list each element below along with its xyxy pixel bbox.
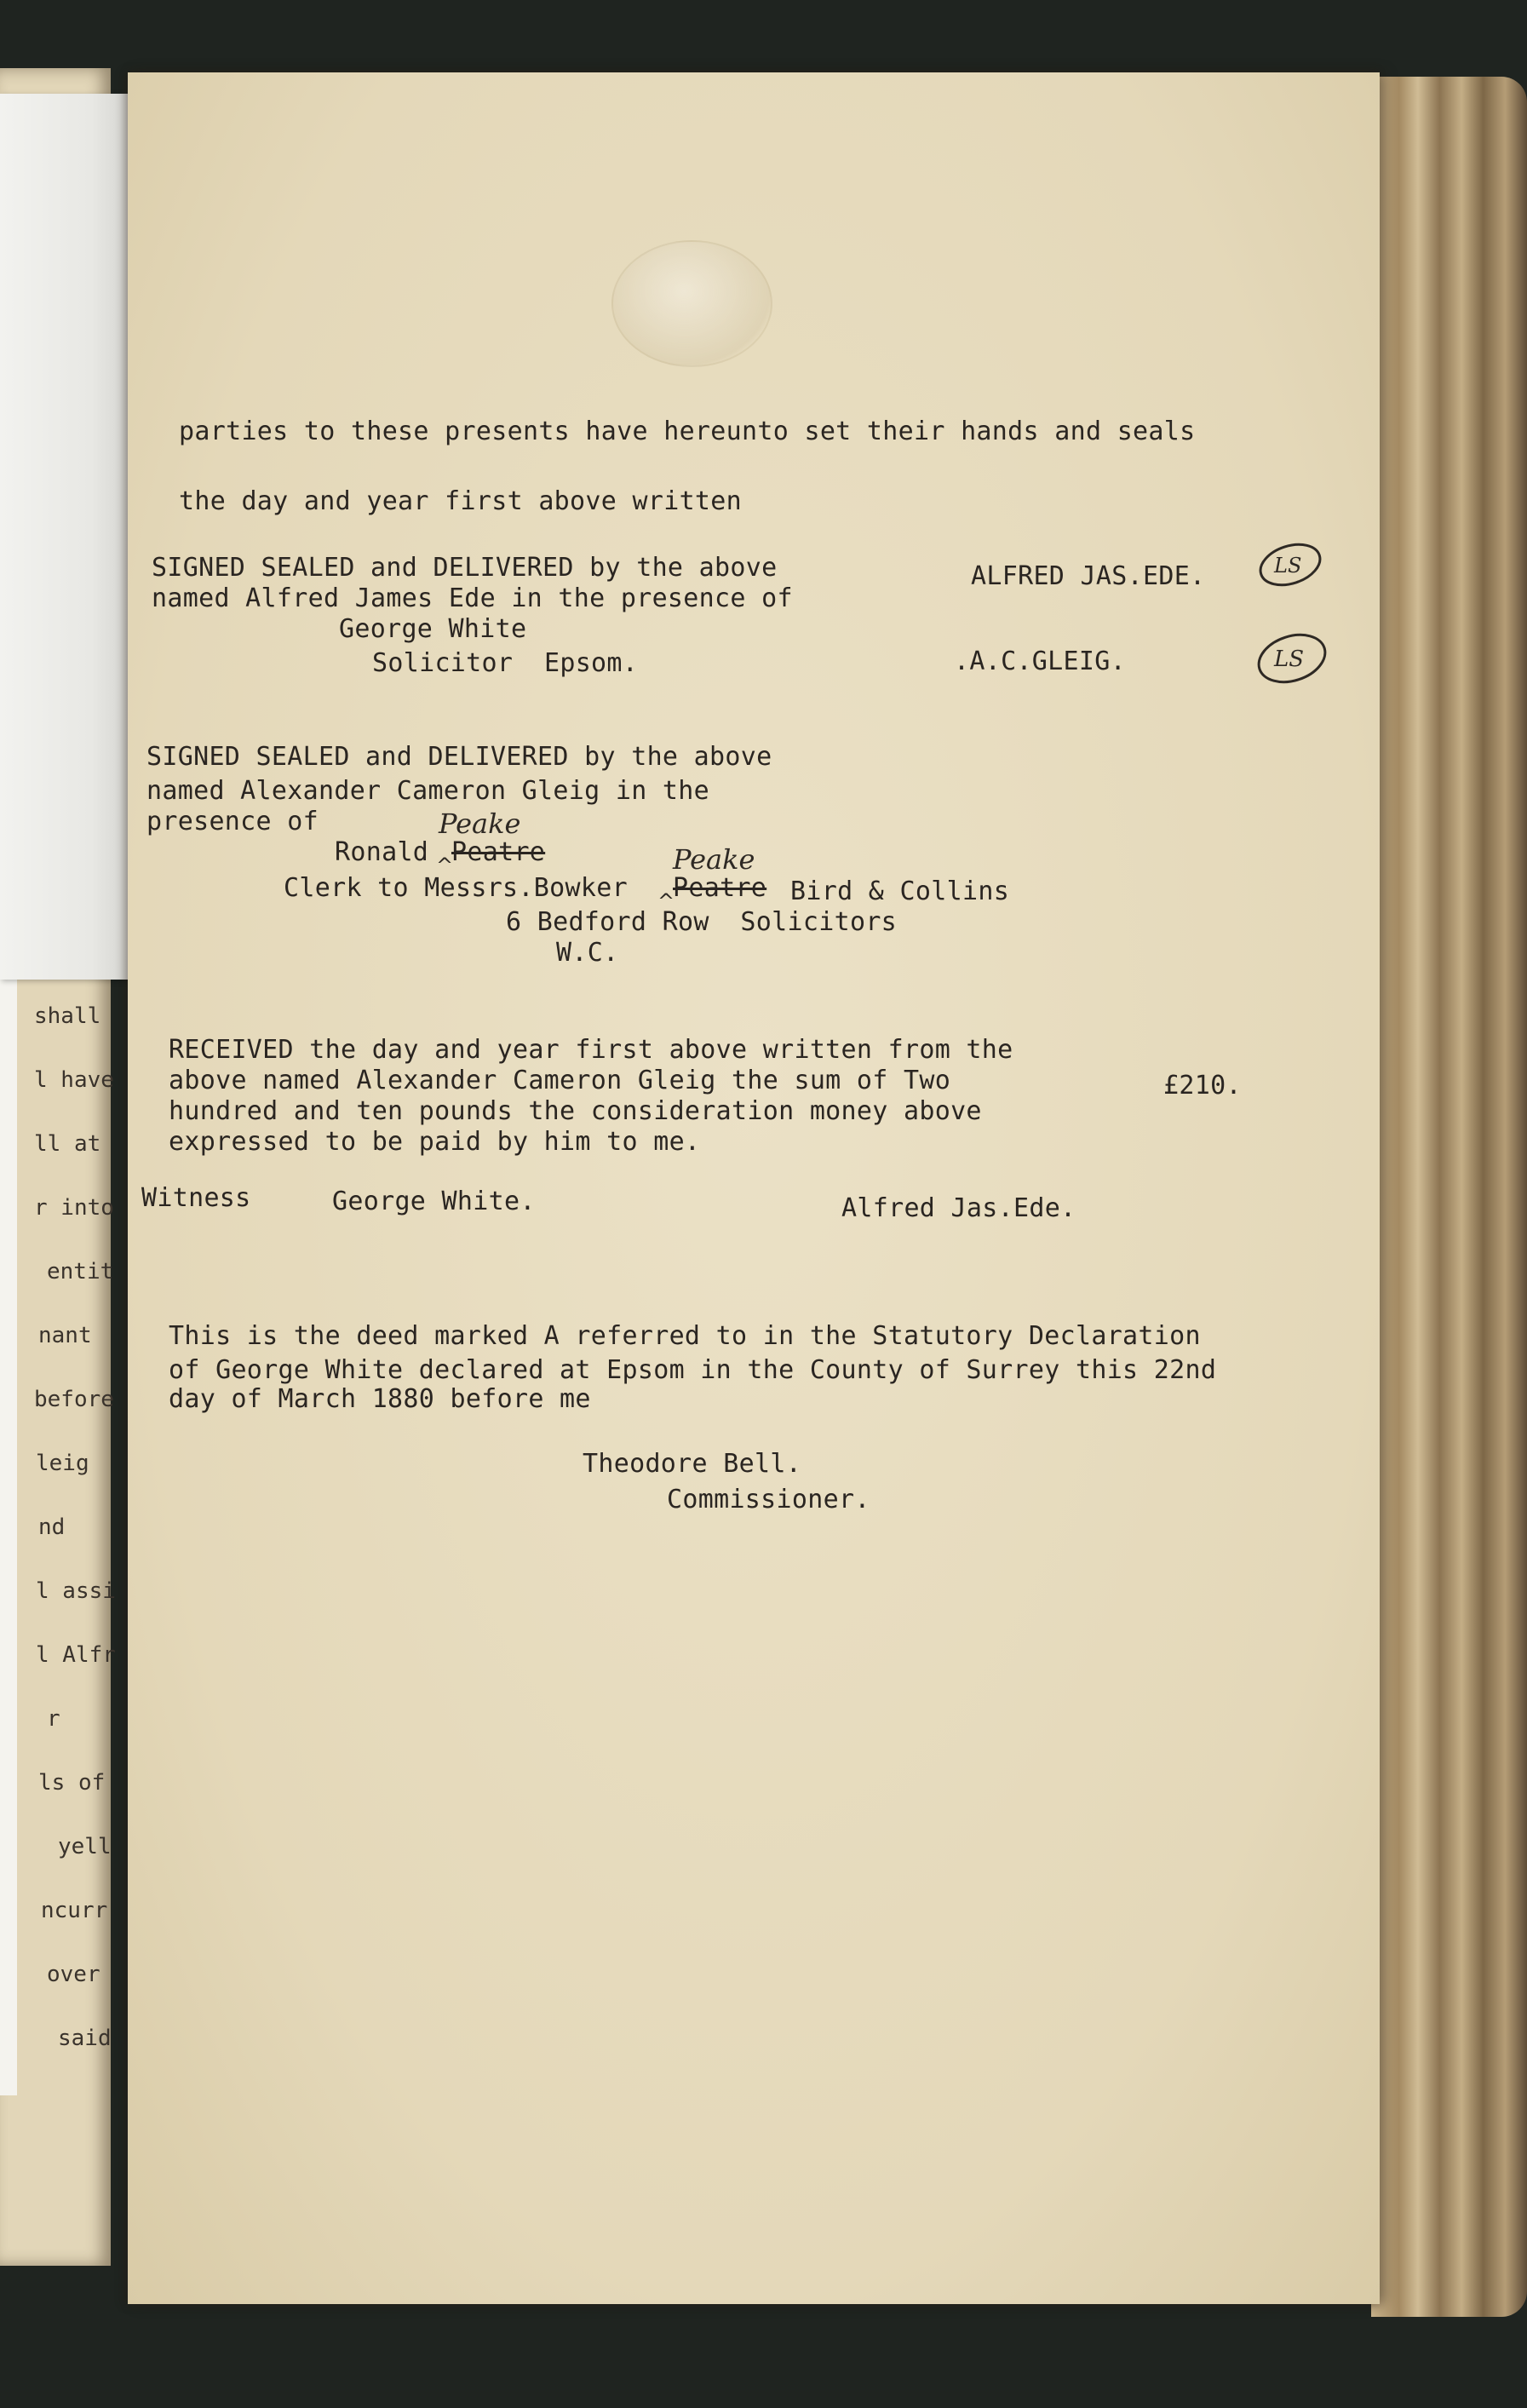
receipt-line: expressed to be paid by him to me. xyxy=(169,1127,701,1157)
fragment: shall xyxy=(34,1003,101,1029)
fragment: before xyxy=(34,1387,114,1412)
commissioner-title: Commissioner. xyxy=(667,1485,870,1514)
fragment: ls of xyxy=(38,1770,106,1796)
fragment: l Alfr xyxy=(36,1642,116,1668)
fragment: r xyxy=(47,1706,60,1732)
signing-clause-1: named Alfred James Ede in the presence of xyxy=(152,583,793,613)
receipt-line: above named Alexander Cameron Gleig the sum of Two xyxy=(169,1066,951,1095)
receipt-line: hundred and ten pounds the consideration money above xyxy=(169,1096,982,1126)
declaration-line: day of March 1880 before me xyxy=(169,1384,591,1414)
receipt-signature: Alfred Jas.Ede. xyxy=(841,1193,1076,1223)
receipt-witness: George White. xyxy=(332,1187,536,1216)
page-edges xyxy=(1371,77,1527,2317)
clerk-line: Clerk to Messrs.Bowker xyxy=(284,873,628,903)
fragment: leig xyxy=(36,1451,89,1476)
witness-name: George White xyxy=(339,614,527,644)
signing-clause-1: SIGNED SEALED and DELIVERED by the above xyxy=(152,553,778,583)
handwritten-correction: Peake xyxy=(439,807,521,840)
closing-line-2: the day and year first above written xyxy=(179,486,743,516)
firm-address: W.C. xyxy=(556,938,619,968)
closing-line-1: parties to these presents have hereunto set their hands and seals xyxy=(179,417,1196,446)
fragment: said xyxy=(58,2026,112,2051)
receipt-line: RECEIVED the day and year first above written from the xyxy=(169,1035,1013,1065)
struck-name: Peatre xyxy=(673,873,767,903)
commissioner-name: Theodore Bell. xyxy=(583,1449,802,1479)
fragment: ncurr xyxy=(41,1898,108,1923)
caret-mark: ^ xyxy=(436,853,454,877)
witness-label: Witness xyxy=(141,1183,251,1213)
fragment: over xyxy=(47,1962,100,1987)
fragment: ll at xyxy=(34,1131,101,1157)
fragment: nant xyxy=(38,1323,92,1348)
receipt-amount: £210. xyxy=(1163,1071,1242,1101)
deed-page xyxy=(128,72,1380,2304)
fragment: entit xyxy=(47,1259,114,1284)
signing-clause-2: presence of xyxy=(146,807,319,836)
signing-clause-2: named Alexander Cameron Gleig in the xyxy=(146,776,710,806)
svg-text:LS: LS xyxy=(1274,554,1302,578)
seal-mark xyxy=(1254,630,1330,687)
declaration-line: of George White declared at Epsom in the County of Surrey this 22nd xyxy=(169,1355,1217,1385)
declaration-line: This is the deed marked A referred to in the Statutory Declaration xyxy=(169,1321,1201,1351)
fragment: l assi xyxy=(36,1578,116,1604)
clerk-first-name: Ronald xyxy=(335,837,429,867)
witness-occupation: Solicitor Epsom. xyxy=(372,648,639,678)
fragment: yell xyxy=(58,1834,112,1859)
fragment: nd xyxy=(38,1514,66,1540)
signature-ede: ALFRED JAS.EDE. xyxy=(971,561,1206,591)
struck-name: Peatre xyxy=(451,837,546,867)
fragment: l have xyxy=(34,1067,114,1093)
caret-mark: ^ xyxy=(657,889,675,913)
seal-mark xyxy=(1255,540,1325,589)
handwritten-correction: Peake xyxy=(673,843,755,876)
signature-gleig: .A.C.GLEIG. xyxy=(954,647,1126,676)
svg-text:LS: LS xyxy=(1274,647,1305,672)
firm-address: 6 Bedford Row Solicitors xyxy=(506,907,898,937)
clerk-line-firm: Bird & Collins xyxy=(790,876,1010,906)
fragment: r into xyxy=(34,1195,114,1221)
embossed-seal xyxy=(611,240,772,367)
signing-clause-2: SIGNED SEALED and DELIVERED by the above xyxy=(146,742,772,772)
